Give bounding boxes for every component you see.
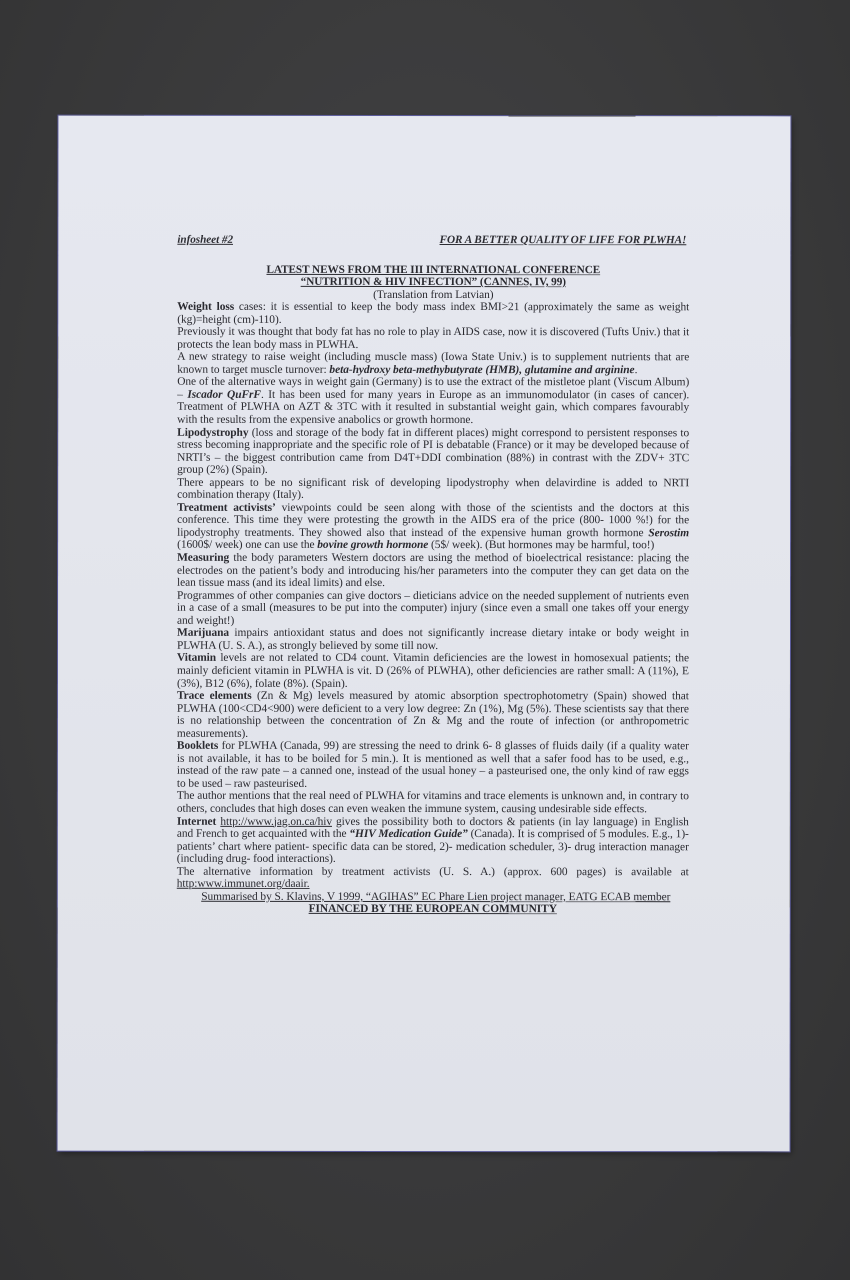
emphasis-serostim: Serostim <box>648 527 690 540</box>
paragraph-internet <box>177 815 689 866</box>
lead-marijuana: Marijuana <box>176 627 230 640</box>
paragraph-trace-elements <box>177 690 689 741</box>
paragraph-text: (loss and storage of the body fat in different places) might correspond to persistent responses to stress becoming inappropriate and the specific role of PI is debatable (France) or it may be developed because of NRTI’s – the biggest contribution came from D4T+DDI combination (88%) in contrast with the ZDV+ 3TC group (2%) (Spain). <box>177 426 690 477</box>
lead-measuring: Measuring <box>177 551 230 564</box>
paragraph-text: the body parameters Western doctors are using the method of bioelectrical resistance: placing the electrodes on the patient’s body and introducing his/her parameters into the computer they can get data on the lean tissue mass (and its ideal limits) and else. <box>177 551 690 590</box>
paragraph-programmes: Programmes of other companies can give doctors – dieticians advice on the needed supplement of nutrients even in a case of a small (measures to be put into the computer) injury (since even a small one takes off your energy and weight!) <box>177 589 690 627</box>
lead-activists: Treatment activists’ <box>177 501 276 514</box>
paragraph-text: (1600$/ week) one can use the <box>177 539 318 552</box>
paragraph-text: gives the possibility both to doctors & patients (in lay language) in English and French to get acquainted with the <box>176 815 689 840</box>
paragraph-mistletoe <box>177 376 689 427</box>
paragraph-text: levels are not related to CD4 count. Vitamin deficiencies are the lowest in homosexual patients; the mainly deficient vitamin in PLWHA is vit. D (26% of PLWHA), other deficiencies are rather small: A (11%), E (3%), B12 (6%), folate (8%). (Spain). <box>176 652 689 690</box>
paragraph-text: (5$/ week). (But hormones may be harmful, too!) <box>428 539 655 552</box>
document-subtitle: (Translation from Latvian) <box>373 288 494 301</box>
paper-sheet <box>58 116 791 1152</box>
document-title-line1: LATEST NEWS FROM THE III INTERNATIONAL CONFERENCE <box>266 263 601 276</box>
financed-by: FINANCED BY THE EUROPEAN COMMUNITY <box>308 903 557 916</box>
paragraph-text: . It has been used for many years in Europe as an immunomodulator (in cases of cancer). Treatment of PLWHA on AZT & 3TC with it resulted in substantial weight gain, which compares favourably with the results from the expensive anabolics or growth hormone. <box>177 388 690 427</box>
paragraph-new-strategy <box>177 351 689 377</box>
paragraph-lipodystrophy <box>177 426 689 477</box>
paragraph-weight-loss <box>177 301 689 327</box>
summary-credit: Summarised by S. Klavins, V 1999, “AGIHAS” EC Phare Lien project manager, EATG ECAB member <box>201 890 671 904</box>
document-body <box>177 234 690 916</box>
link-jag-hiv[interactable]: http://www.jag.on.ca/hiv <box>220 815 332 828</box>
paragraph-body-fat: Previously it was thought that body fat has no role to play in AIDS case, now it is discovered (Tufts Univ.) that it protects the lean body mass in PLWHA. <box>177 325 690 351</box>
link-immunet[interactable]: http:www.immunet.org/daair. <box>176 878 310 891</box>
paragraph-text: A new strategy to raise weight (including muscle mass) (Iowa State Univ.) is to supplement nutrients that are known to target muscle turnover: <box>177 351 690 376</box>
lead-vitamin: Vitamin <box>176 652 217 665</box>
emphasis-nutrients: beta-hydroxy beta-methybutyrate (HMB), glutamine and arginine <box>329 363 635 377</box>
document-title-line2: “NUTRITION & HIV INFECTION” (CANNES, IV, 99) <box>300 275 566 289</box>
paragraph-text: viewpoints could be seen along with those of the scientists and the doctors at this conference. This time they were protesting the growth in the AIDS era of the price (800- 1000 %!) for the lipodystrophy treatments. They showed also that instead of the expensive human growth hormone <box>177 501 690 540</box>
paragraph-booklets <box>177 740 689 791</box>
paragraph-text: (Zn & Mg) levels measured by atomic absorption spectrophotometry (Spain) showed that PLWHA (100<CD4<900) were deficient to a very low degree: Zn (1%), Mg (5%). These scientists say that there is no relationship between the concentration of Zn & Mg and the route of infection (or anthropometric measurements). <box>176 689 689 740</box>
paragraph-measuring <box>177 552 689 590</box>
document-header <box>177 234 689 247</box>
paragraph-alternative <box>177 865 689 891</box>
paragraph-author: The author mentions that the real need of PLWHA for vitamins and trace elements is unknown and, in contrary to others, concludes that high doses can even weaken the immune system, causing undesirable side effects. <box>176 790 689 816</box>
lead-internet: Internet <box>176 815 217 828</box>
emphasis-bovine-hormone: bovine growth hormone <box>317 539 429 552</box>
paragraph-text: cases: it is essential to keep the body mass index BMI>21 (approximately the same as weight (kg)=height (cm)-110). <box>177 300 690 326</box>
lead-trace-elements: Trace elements <box>176 689 252 702</box>
lead-booklets: Booklets <box>176 740 219 753</box>
paragraph-vitamin <box>177 652 689 690</box>
paragraph-text: The alternative information by treatment activists (U. S. A.) (approx. 600 pages) is available at <box>176 865 689 878</box>
paragraph-text: . <box>634 364 638 377</box>
infosheet-label: infosheet #2 <box>177 233 234 246</box>
paragraph-text: (Canada). It is comprised of 5 modules. E.g., 1)- patients’ chart where patient- specific data can be stored, 2)- medication scheduler, 3)- drug interaction manager (including drug- food interactions). <box>176 828 689 866</box>
paragraph-text: for PLWHA (Canada, 99) are stressing the need to drink 6- 8 glasses of fluids daily (if a quality water is not available, it has to be boiled for 5 min.). It is mentioned as well that a safer food has to be used, e.g., instead of the raw pate – a canned one, instead of the usual honey – a pasteurised one, the only kind of raw eggs to be used – raw pasteurised. <box>176 740 689 790</box>
paragraph-text: impairs antioxidant status and does not significantly increase dietary intake or body weight in PLWHA (U. S. A.), as strongly believed by some till now. <box>176 627 690 652</box>
paragraph-text: One of the alternative ways in weight gain (Germany) is to use the extract of the mistletoe plant (Viscum Album) – <box>177 376 690 401</box>
paragraph-activists <box>177 502 689 553</box>
lead-weight-loss: Weight loss <box>177 300 235 313</box>
header-slogan: FOR A BETTER QUALITY OF LIFE FOR PLWHA! <box>439 234 687 247</box>
emphasis-iscador: Iscador QuFrF <box>187 388 261 401</box>
paragraph-delavirdine: There appears to be no significant risk of developing lipodystrophy when delavirdine is added to NRTI combination therapy (Italy). <box>177 476 690 502</box>
lead-lipodystrophy: Lipodystrophy <box>177 426 249 439</box>
paragraph-marijuana <box>177 627 689 653</box>
emphasis-medication-guide: “HIV Medication Guide” <box>349 827 468 841</box>
